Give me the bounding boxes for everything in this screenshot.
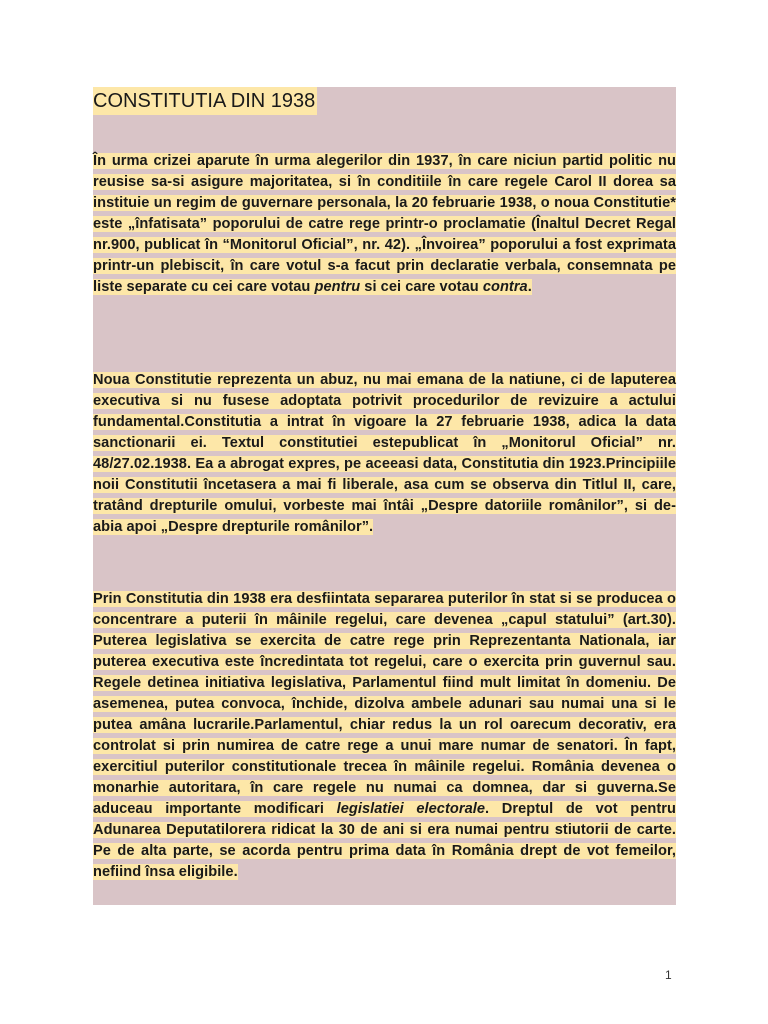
paragraph-2: Noua Constitutie reprezenta un abuz, nu mai emana de la natiune, ci de laputerea executiva si nu fusese adoptata potrivit procedurilor de revizuire a actului fundamental.Constitutia a intrat în vigoare la 27 februarie 1938, adica la data sanctionarii ei. Textul constitutiei estepublicat în „Monitorul Oficial” nr. 48/27.02.1938. Ea a abrogat expres, pe aceeasi data, Constitutia din 1923.Principiile noii Constitutii încetasera a mai fi liberale, asa cum se observa din Titlul II, care, tratând drepturile omului, vorbeste mai întâi „Despre datoriile românilor”, si de-abia apoi „Despre drepturile românilor”.	[93, 372, 676, 535]
document-title: CONSTITUTIA DIN 1938	[93, 87, 317, 115]
paragraph-1: În urma crizei aparute în urma alegerilor din 1937, în care niciun partid politic nu reusise sa-si asigure majoritatea, si în conditiile în care regele Carol II dorea sa instituie un regim de guvernare personala, la 20 februarie 1938, o noua Constitutie* este „înfatisata” poporului de catre rege printr-o proclamatie (Înaltul Decret Regal nr.900, publicat în “Monitorul Oficial”, nr. 42). „Învoirea” poporului a fost exprimata printr-un plebiscit, în care votul s-a facut prin declaratie verbala, consemnata pe liste separate cu cei care votau pentru si cei care votau contra.	[93, 153, 676, 295]
page-number: 1	[665, 968, 672, 982]
paragraph-3: Prin Constitutia din 1938 era desfiintata separarea puterilor în stat si se producea o concentrare a puterii în mâinile regelui, care devenea „capul statului” (art.30). Puterea legislativa se exercita de catre rege prin Reprezentanta Nationala, iar puterea executiva este încredintata tot regelui, care o exercita prin guvernul sau. Regele detinea initiativa legislativa, Parlamentul fiind mult limitat în domeniu. De asemenea, putea convoca, închide, dizolva ambele adunari sau numai una si le putea amâna lucrarile.Parlamentul, chiar redus la un rol oarecum decorativ, era controlat si prin numirea de catre rege a unui mare numar de senatori. În fapt, exercitiul puterilor constitutionale trecea în mâinile regelui. România devenea o monarhie autoritara, în care regele nu numai ca domnea, dar si guverna.Se aduceau importante modificari legislatiei electorale. Dreptul de vot pentru Adunarea Deputatilorera ridicat la 30 de ani si era numai pentru stiutorii de carte. Pe de alta parte, se acorda pentru prima data în România drept de vot femeilor, nefiind însa eligibile.	[93, 591, 677, 880]
